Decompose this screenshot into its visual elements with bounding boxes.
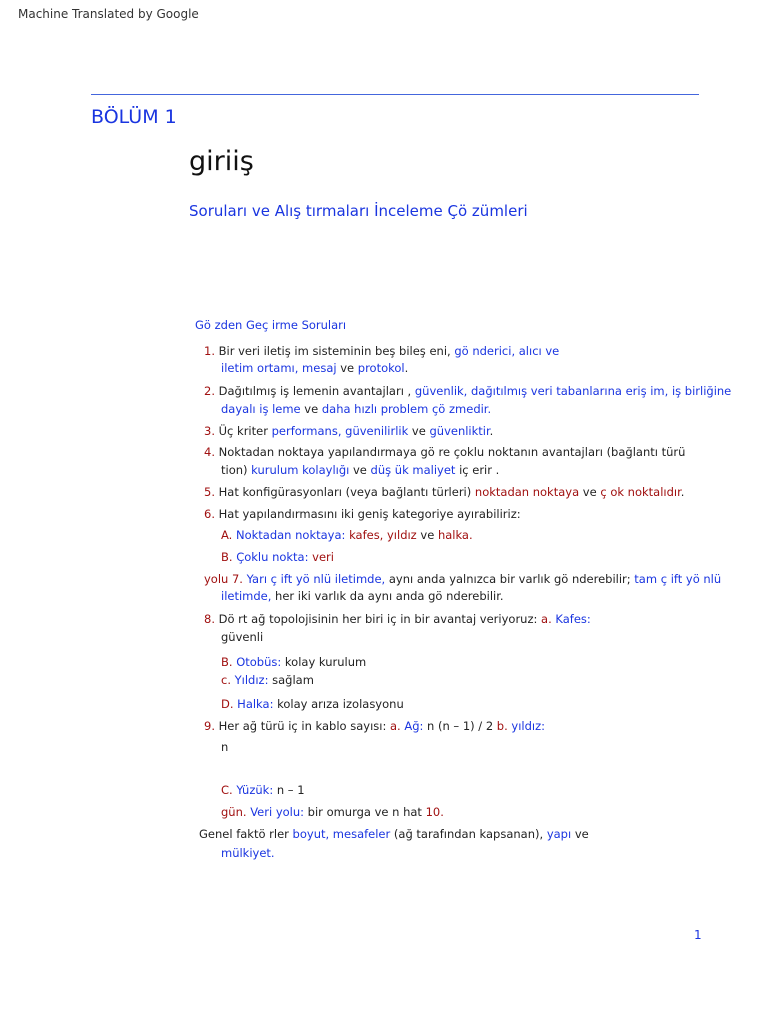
answer-line bbox=[204, 612, 591, 627]
answer-text: iletimde, bbox=[221, 589, 272, 603]
answer-line bbox=[204, 424, 493, 439]
answer-line bbox=[221, 528, 473, 543]
answer-text: veri bbox=[312, 550, 334, 564]
answer-text: bir omurga ve n hat bbox=[304, 805, 426, 819]
answer-text: b. bbox=[496, 719, 512, 733]
page-title: giriiş bbox=[189, 146, 254, 177]
answer-text: Ağ: bbox=[404, 719, 424, 733]
answer-text: boyut, mesafeler bbox=[292, 827, 391, 841]
answer-line bbox=[221, 589, 504, 604]
answer-line bbox=[221, 673, 314, 688]
answer-text: 2. bbox=[204, 384, 219, 398]
page-number: 1 bbox=[694, 928, 702, 942]
answer-text: n bbox=[221, 740, 229, 754]
answer-text: her iki varlık da aynı anda gö nderebilir. bbox=[271, 589, 504, 603]
answer-text: iletim ortamı, mesaj bbox=[221, 361, 337, 375]
answer-text: Çoklu nokta: bbox=[236, 550, 313, 564]
answer-text: Genel faktö rler bbox=[199, 827, 293, 841]
answer-line bbox=[221, 846, 275, 861]
answer-line bbox=[199, 827, 589, 842]
answer-line bbox=[221, 783, 305, 798]
answer-line bbox=[204, 572, 721, 587]
answer-text: iç erir . bbox=[455, 463, 500, 477]
answer-text: D. bbox=[221, 697, 238, 711]
answer-text: Bir veri iletiş im sisteminin beş bileş eni, bbox=[218, 344, 455, 358]
answer-text: güvenlik, dağıtılmış veri tabanlarına eriş im, iş birliğine bbox=[414, 384, 732, 398]
answer-text: tam ç ift yö nlü bbox=[634, 572, 722, 586]
answer-text: ve bbox=[579, 485, 601, 499]
answer-line bbox=[204, 384, 731, 399]
answer-text: n – 1 bbox=[273, 783, 305, 797]
answer-text: 9. bbox=[204, 719, 219, 733]
answer-text: B. bbox=[221, 550, 237, 564]
answer-line bbox=[221, 740, 228, 755]
answer-text: Hat yapılandırmasını iki geniş kategoriye ayırabiliriz: bbox=[218, 507, 521, 521]
answer-text: kolay arıza izolasyonu bbox=[273, 697, 404, 711]
answer-text: Üç kriter bbox=[218, 424, 272, 438]
answer-text: ve bbox=[336, 361, 358, 375]
answer-text: Yıldız: bbox=[234, 673, 269, 687]
page-subtitle: Soruları ve Alış tırmaları İnceleme Çö zümleri bbox=[189, 202, 528, 220]
machine-translation-banner: Machine Translated by Google bbox=[18, 7, 199, 21]
answer-text: C. bbox=[221, 783, 237, 797]
answer-text: gün. bbox=[221, 805, 251, 819]
answer-line bbox=[221, 805, 444, 820]
answer-text: A. bbox=[221, 528, 236, 542]
answer-text: a. bbox=[389, 719, 405, 733]
answer-text: güvenli bbox=[221, 630, 264, 644]
answer-text: 8. bbox=[204, 612, 219, 626]
answer-text: kolay kurulum bbox=[281, 655, 367, 669]
answer-text: ve bbox=[300, 402, 322, 416]
answer-text: 5. bbox=[204, 485, 219, 499]
answer-text: Yüzük: bbox=[236, 783, 274, 797]
answer-text: Noktadan noktaya: bbox=[235, 528, 350, 542]
answer-text: gö nderici, alıcı ve bbox=[454, 344, 560, 358]
answer-line bbox=[204, 719, 545, 734]
answer-line bbox=[221, 655, 366, 670]
answer-text: . bbox=[680, 485, 685, 499]
answer-text: kafes, yıldız bbox=[349, 528, 417, 542]
answer-text: aynı anda yalnızca bir varlık gö nderebilir; bbox=[385, 572, 635, 586]
answer-line bbox=[221, 402, 491, 417]
answer-text: Yarı ç ift yö nlü iletimde, bbox=[246, 572, 386, 586]
answer-line bbox=[221, 697, 404, 712]
section-heading: Gö zden Geç irme Soruları bbox=[195, 318, 347, 332]
answer-text: B. bbox=[221, 655, 237, 669]
answer-text: yıldız: bbox=[511, 719, 546, 733]
answer-line bbox=[204, 344, 559, 359]
answer-text: 1. bbox=[204, 344, 219, 358]
answer-text: c. bbox=[221, 673, 235, 687]
answer-text: düş ük maliyet bbox=[370, 463, 456, 477]
answer-text: Dağıtılmış iş lemenin avantajları , bbox=[218, 384, 415, 398]
answer-text: 10. bbox=[425, 805, 444, 819]
answer-text: performans, güvenilirlik bbox=[271, 424, 409, 438]
answer-text: ve bbox=[408, 424, 430, 438]
answer-text: dayalı iş leme bbox=[221, 402, 301, 416]
answer-text: protokol bbox=[357, 361, 405, 375]
chapter-label: BÖLÜM 1 bbox=[91, 106, 177, 128]
answer-text: Dö rt ağ topolojisinin her biri iç in bir avantaj veriyoruz: bbox=[218, 612, 542, 626]
answer-line bbox=[221, 463, 499, 478]
answer-text: . bbox=[489, 424, 494, 438]
answer-line bbox=[221, 630, 263, 645]
answer-text: yapı bbox=[546, 827, 572, 841]
answer-text: Halka: bbox=[237, 697, 274, 711]
answer-text: kurulum kolaylığı bbox=[251, 463, 350, 477]
answer-text: Her ağ türü iç in kablo sayısı: bbox=[218, 719, 390, 733]
answer-line bbox=[204, 507, 521, 522]
answer-text: ve bbox=[349, 463, 371, 477]
answer-line bbox=[221, 361, 408, 376]
answer-text: 6. bbox=[204, 507, 219, 521]
answer-text: halka. bbox=[437, 528, 473, 542]
answer-text: a. bbox=[541, 612, 556, 626]
answer-text: tion) bbox=[221, 463, 252, 477]
answer-text: Kafes: bbox=[555, 612, 591, 626]
answer-text: (ağ tarafından kapsanan), bbox=[390, 827, 547, 841]
answer-text: mülkiyet. bbox=[221, 846, 275, 860]
answer-line bbox=[221, 550, 334, 565]
answer-text: ç ok noktalıdır bbox=[600, 485, 681, 499]
answer-text: 3. bbox=[204, 424, 219, 438]
answer-text: sağlam bbox=[268, 673, 314, 687]
answer-text: Hat konfigürasyonları (veya bağlantı türleri) bbox=[218, 485, 475, 499]
answer-text: Otobüs: bbox=[236, 655, 282, 669]
answer-text: 4. bbox=[204, 445, 219, 459]
answer-text: Veri yolu: bbox=[250, 805, 305, 819]
answer-text: Noktadan noktaya yapılandırmaya gö re çoklu noktanın avantajları (bağlantı türü bbox=[218, 445, 686, 459]
answer-text: n (n – 1) / 2 bbox=[423, 719, 497, 733]
answer-text: ve bbox=[416, 528, 438, 542]
answer-text: noktadan noktaya bbox=[474, 485, 580, 499]
answer-text: yolu 7. bbox=[204, 572, 247, 586]
answer-text: daha hızlı problem çö zmedir. bbox=[321, 402, 492, 416]
answer-line bbox=[204, 485, 684, 500]
answer-text: . bbox=[404, 361, 409, 375]
answer-text: ve bbox=[571, 827, 589, 841]
answer-text: güvenliktir bbox=[429, 424, 490, 438]
answer-line bbox=[204, 445, 685, 460]
header-rule bbox=[91, 94, 699, 95]
